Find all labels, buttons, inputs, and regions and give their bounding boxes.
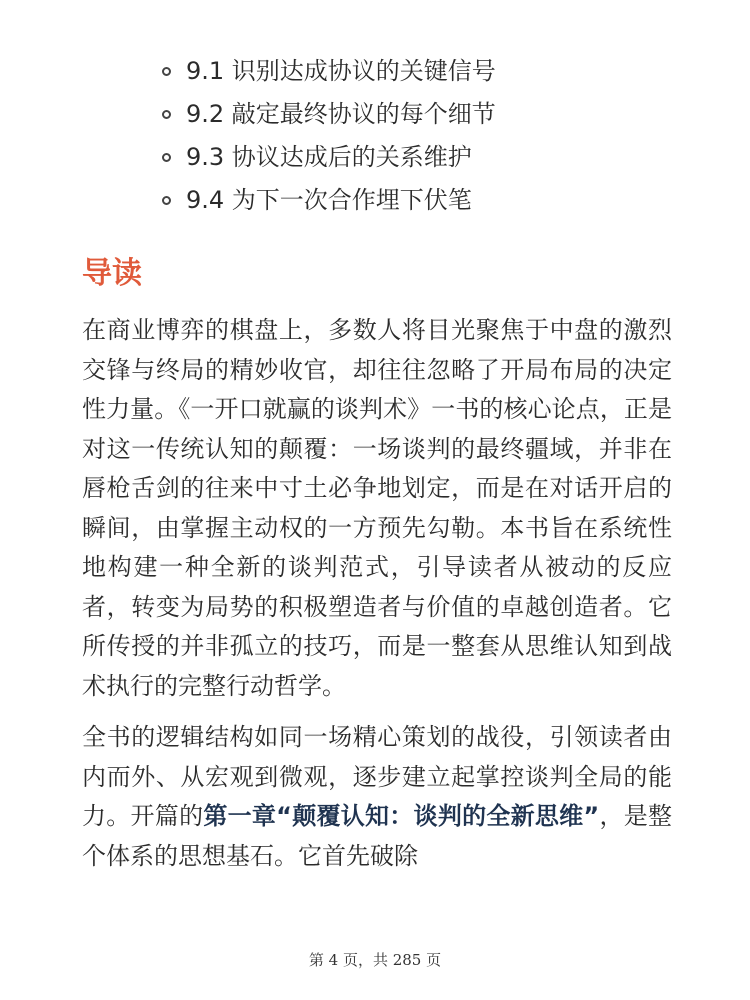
article-body [82,311,672,888]
toc-item[interactable] [162,136,722,179]
toc-item-label: 9.3 协议达成后的关系维护 [186,143,472,171]
chapter-emphasis: 第一章“颠覆认知：谈判的全新思维” [203,802,600,830]
table-of-contents [162,50,722,222]
circle-bullet-icon [162,153,171,162]
circle-bullet-icon [162,196,171,205]
toc-item-label: 9.1 识别达成协议的关键信号 [186,57,496,85]
paragraph [82,718,672,876]
toc-item-label: 9.4 为下一次合作埋下伏笔 [186,186,472,214]
paragraph: 在商业博弈的棋盘上，多数人将目光聚焦于中盘的激烈交锋与终局的精妙收官，却往往忽略了开局布局的决定性力量。《一开口就赢的谈判术》一书的核心论点，正是对这一传统认知的颠覆：一场谈判的最终疆域，并非在唇枪舌剑的往来中寸土必争地划定，而是在对话开启的瞬间，由掌握主动权的一方预先勾勒。本书旨在系统性地构建一种全新的谈判范式，引导读者从被动的反应者，转变为局势的积极塑造者与价值的卓越创造者。它所传授的并非孤立的技巧，而是一整套从思维认知到战术执行的完整行动哲学。 [82,316,672,700]
circle-bullet-icon [162,67,171,76]
toc-item-label: 9.2 敲定最终协议的每个细节 [186,100,496,128]
section-heading: 导读 [82,256,142,291]
toc-item[interactable] [162,179,722,222]
toc-item[interactable] [162,50,722,93]
page-number: 第 4 页，共 285 页 [308,951,442,969]
circle-bullet-icon [162,110,171,119]
paragraph-text: 全书的逻辑结构如同一场精心策划的战役，引领读者由内而外、从宏观到微观，逐步建立起掌控谈判全局的能力。开篇的 [82,723,672,830]
toc-item[interactable] [162,93,722,136]
paragraph-text: ，是整个体系的思想基石。它首先破除 [82,802,673,870]
